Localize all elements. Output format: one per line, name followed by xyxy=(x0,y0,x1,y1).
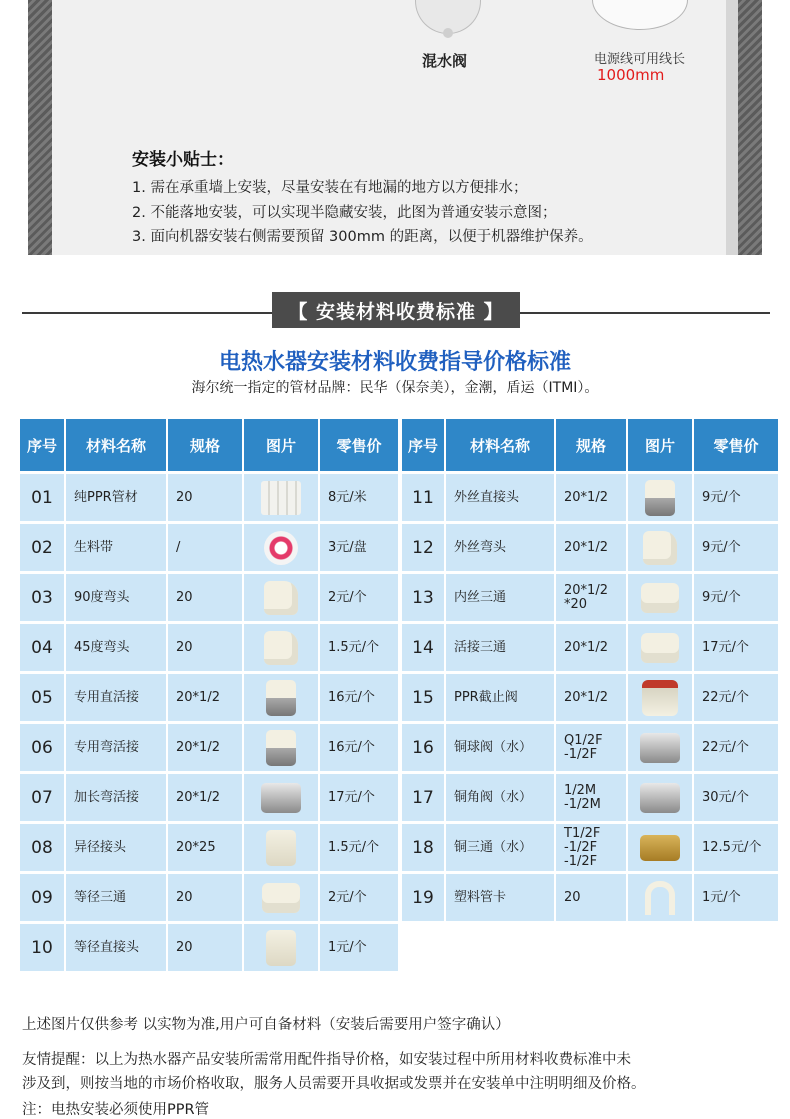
row-no-text: 01 xyxy=(31,487,53,508)
row-name xyxy=(66,924,166,971)
tip-2: 2. 不能落地安装，可以实现半隐藏安装，此图为普通安装示意图； xyxy=(132,205,557,221)
pipe-icon xyxy=(261,481,301,515)
row-no xyxy=(20,924,64,971)
row-no-text: 14 xyxy=(412,637,434,658)
row-name-text: 加长弯活接 xyxy=(74,789,140,805)
row-no xyxy=(402,674,444,721)
row-no xyxy=(20,774,64,821)
row-no-text: 16 xyxy=(412,737,434,758)
row-no-text: 19 xyxy=(412,887,434,908)
row-name-text: 45度弯头 xyxy=(74,639,130,655)
row-no xyxy=(402,574,444,621)
table-row xyxy=(20,924,398,971)
table-row xyxy=(402,674,778,721)
row-name-text: 铜球阀（水） xyxy=(454,739,533,755)
row-no-text: 11 xyxy=(412,487,434,508)
mixer-label: 混水阀 xyxy=(422,52,468,70)
table-row xyxy=(20,574,398,621)
header-spec: 规格 xyxy=(168,419,242,471)
row-name xyxy=(66,774,166,821)
row-name xyxy=(66,674,166,721)
row-price xyxy=(320,574,398,621)
row-price xyxy=(694,574,778,621)
coupling-icon xyxy=(266,930,296,966)
row-no-text: 13 xyxy=(412,587,434,608)
row-price-text: 9元/个 xyxy=(702,539,741,555)
table-row xyxy=(402,574,778,621)
cable-label: 电源线可用线长 xyxy=(594,52,686,67)
row-no-text: 03 xyxy=(31,587,53,608)
table-row xyxy=(20,774,398,821)
row-no-text: 12 xyxy=(412,537,434,558)
row-no xyxy=(402,524,444,571)
row-price xyxy=(320,874,398,921)
row-pic xyxy=(628,524,692,571)
row-price-text: 1.5元/个 xyxy=(328,639,380,655)
row-no xyxy=(20,624,64,671)
row-spec xyxy=(556,824,626,871)
row-spec xyxy=(168,674,242,721)
row-name-text: 等径直接头 xyxy=(74,939,140,955)
row-price xyxy=(320,474,398,521)
table-row xyxy=(402,774,778,821)
row-name xyxy=(446,774,554,821)
row-spec-text: 20*25 xyxy=(176,839,216,855)
row-spec-text: 20 xyxy=(176,589,193,605)
male-elbow-icon xyxy=(643,531,677,565)
row-pic xyxy=(244,924,318,971)
union-icon xyxy=(266,680,296,716)
table-row xyxy=(402,874,778,921)
row-price-text: 30元/个 xyxy=(702,789,749,805)
row-name-text: 塑料管卡 xyxy=(454,889,507,905)
row-no xyxy=(402,624,444,671)
row-no-text: 17 xyxy=(412,787,434,808)
wall-left xyxy=(28,0,52,255)
cable-value: 1000mm xyxy=(597,66,665,84)
row-spec-text: 20 xyxy=(176,489,193,505)
row-no-text: 15 xyxy=(412,687,434,708)
table-row xyxy=(20,524,398,571)
row-price xyxy=(320,674,398,721)
row-pic xyxy=(244,874,318,921)
row-price xyxy=(694,824,778,871)
mixer-stem-icon xyxy=(443,28,453,38)
row-no-text: 07 xyxy=(31,787,53,808)
row-no-text: 09 xyxy=(31,887,53,908)
row-pic xyxy=(628,774,692,821)
row-pic xyxy=(628,574,692,621)
row-no xyxy=(402,474,444,521)
table-body xyxy=(20,474,398,971)
reference-note: 上述图片仅供参考 以实物为准,用户可自备材料（安装后需要用户签字确认） xyxy=(22,1017,510,1033)
row-spec-text: 20*1/2 *20 xyxy=(564,582,608,612)
row-price-text: 17元/个 xyxy=(328,789,375,805)
row-spec-text: 20 xyxy=(176,889,193,905)
row-price xyxy=(694,624,778,671)
row-spec xyxy=(168,774,242,821)
row-pic xyxy=(244,824,318,871)
row-name xyxy=(66,524,166,571)
female-tee-icon xyxy=(641,583,679,613)
row-name xyxy=(446,824,554,871)
row-price-text: 8元/米 xyxy=(328,489,367,505)
elbow-icon xyxy=(264,581,298,615)
tips-title: 安装小贴士： xyxy=(132,150,234,170)
table-row xyxy=(20,474,398,521)
section-header: 【 安装材料收费标准 】 xyxy=(272,292,520,328)
divider-left xyxy=(22,312,272,314)
tee-icon xyxy=(262,883,300,913)
row-name-text: 内丝三通 xyxy=(454,589,507,605)
male-coupling-icon xyxy=(645,480,675,516)
row-spec xyxy=(556,624,626,671)
row-spec-text: 20 xyxy=(564,889,581,905)
brass-tee-icon xyxy=(640,835,680,861)
header-no: 序号 xyxy=(402,419,444,471)
elbow-union-icon xyxy=(266,730,296,766)
ppr-note: 注：电热安装必须使用PPR管 xyxy=(22,1102,210,1118)
row-spec-text: 20*1/2 xyxy=(176,739,220,755)
row-price-text: 9元/个 xyxy=(702,589,741,605)
row-spec xyxy=(556,474,626,521)
divider-right xyxy=(520,312,770,314)
reminder-line-2: 涉及到，则按当地的市场价格收取，服务人员需要开具收据或发票并在安装单中注明明细及价格。 xyxy=(22,1076,646,1092)
row-no-text: 18 xyxy=(412,837,434,858)
row-name xyxy=(66,624,166,671)
row-price-text: 1元/个 xyxy=(328,939,367,955)
reminder-line-1: 友情提醒：以上为热水器产品安装所需常用配件指导价格，如安装过程中所用材料收费标准中未 xyxy=(22,1052,631,1068)
row-no-text: 04 xyxy=(31,637,53,658)
row-pic xyxy=(244,474,318,521)
row-price-text: 1.5元/个 xyxy=(328,839,380,855)
row-price xyxy=(694,524,778,571)
row-price-text: 16元/个 xyxy=(328,689,375,705)
row-spec xyxy=(168,574,242,621)
row-no xyxy=(20,524,64,571)
row-price-text: 9元/个 xyxy=(702,489,741,505)
row-price-text: 2元/个 xyxy=(328,589,367,605)
table-row xyxy=(402,624,778,671)
row-name-text: 等径三通 xyxy=(74,889,127,905)
row-spec xyxy=(556,574,626,621)
header-spec: 规格 xyxy=(556,419,626,471)
header-name: 材料名称 xyxy=(446,419,554,471)
row-spec xyxy=(168,824,242,871)
row-name xyxy=(446,624,554,671)
ball-valve-icon xyxy=(640,733,680,763)
row-price-text: 16元/个 xyxy=(328,739,375,755)
wall-shadow xyxy=(726,0,738,255)
table-row xyxy=(20,824,398,871)
table-row xyxy=(20,724,398,771)
tip-1: 1. 需在承重墙上安装，尽量安装在有地漏的地方以方便排水； xyxy=(132,180,528,196)
row-spec xyxy=(168,524,242,571)
row-spec-text: 1/2M -1/2M xyxy=(564,782,601,812)
row-name xyxy=(66,724,166,771)
table-row xyxy=(402,824,778,871)
header-price: 零售价 xyxy=(694,419,778,471)
header-pic: 图片 xyxy=(628,419,692,471)
row-spec xyxy=(556,724,626,771)
brand-subtitle: 海尔统一指定的管材品牌：民华（保奈美），金潮，盾运（ITMI）。 xyxy=(191,380,599,396)
price-table-right xyxy=(402,419,778,924)
row-spec-text: 20 xyxy=(176,639,193,655)
row-no xyxy=(20,574,64,621)
row-price xyxy=(320,774,398,821)
row-spec-text: 20*1/2 xyxy=(176,789,220,805)
row-spec-text: Q1/2F -1/2F xyxy=(564,732,603,762)
row-price xyxy=(694,474,778,521)
row-name-text: 外丝直接头 xyxy=(454,489,520,505)
row-name-text: 铜三通（水） xyxy=(454,839,533,855)
row-spec xyxy=(556,674,626,721)
row-price-text: 1元/个 xyxy=(702,889,741,905)
row-spec-text: 20*1/2 xyxy=(564,489,608,505)
row-pic xyxy=(244,724,318,771)
row-name-text: 90度弯头 xyxy=(74,589,130,605)
row-spec-text: 20*1/2 xyxy=(564,639,608,655)
row-pic xyxy=(628,624,692,671)
row-spec-text: 20 xyxy=(176,939,193,955)
stop-valve-icon xyxy=(642,680,678,716)
row-price xyxy=(694,674,778,721)
row-pic xyxy=(244,624,318,671)
row-price xyxy=(694,874,778,921)
row-spec-text: / xyxy=(176,539,181,555)
row-name-text: 活接三通 xyxy=(454,639,507,655)
row-price-text: 12.5元/个 xyxy=(702,839,762,855)
row-name xyxy=(446,874,554,921)
row-price xyxy=(320,624,398,671)
row-name-text: 铜角阀（水） xyxy=(454,789,533,805)
row-spec xyxy=(168,924,242,971)
row-name-text: 生料带 xyxy=(74,539,114,555)
row-pic xyxy=(628,824,692,871)
row-spec-text: 20*1/2 xyxy=(564,689,608,705)
union-tee-icon xyxy=(641,633,679,663)
row-price xyxy=(320,924,398,971)
row-name xyxy=(446,674,554,721)
row-no-text: 05 xyxy=(31,687,53,708)
row-spec-text: T1/2F -1/2F -1/2F xyxy=(564,825,601,869)
row-name xyxy=(66,574,166,621)
tape-icon xyxy=(264,531,298,565)
price-table-left xyxy=(20,419,398,974)
row-no xyxy=(20,824,64,871)
elbow-icon xyxy=(264,631,298,665)
header-pic: 图片 xyxy=(244,419,318,471)
row-price-text: 3元/盘 xyxy=(328,539,367,555)
row-no xyxy=(402,774,444,821)
table-row xyxy=(402,474,778,521)
row-no xyxy=(20,874,64,921)
row-name-text: 专用直活接 xyxy=(74,689,140,705)
pipe-clip-icon xyxy=(645,881,675,915)
installation-diagram xyxy=(0,0,790,262)
row-price xyxy=(320,524,398,571)
row-name xyxy=(446,724,554,771)
table-header xyxy=(20,419,398,471)
row-name xyxy=(446,474,554,521)
row-spec-text: 20*1/2 xyxy=(176,689,220,705)
row-name xyxy=(446,524,554,571)
row-no-text: 06 xyxy=(31,737,53,758)
row-price xyxy=(320,824,398,871)
table-row xyxy=(20,624,398,671)
row-price-text: 22元/个 xyxy=(702,689,749,705)
row-pic xyxy=(244,574,318,621)
header-no: 序号 xyxy=(20,419,64,471)
row-no-text: 10 xyxy=(31,937,53,958)
table-row xyxy=(20,674,398,721)
row-name xyxy=(446,574,554,621)
reducer-icon xyxy=(266,830,296,866)
row-spec xyxy=(168,624,242,671)
row-no xyxy=(20,674,64,721)
row-no xyxy=(402,874,444,921)
row-name-text: 专用弯活接 xyxy=(74,739,140,755)
row-pic xyxy=(628,724,692,771)
row-no xyxy=(20,724,64,771)
row-spec xyxy=(556,874,626,921)
table-header xyxy=(402,419,778,471)
header-name: 材料名称 xyxy=(66,419,166,471)
row-pic xyxy=(628,474,692,521)
row-pic xyxy=(244,524,318,571)
row-name xyxy=(66,474,166,521)
row-spec xyxy=(556,524,626,571)
table-row xyxy=(402,524,778,571)
tip-3: 3. 面向机器安装右侧需要预留 300mm 的距离，以便于机器维护保养。 xyxy=(132,229,593,245)
row-spec xyxy=(168,724,242,771)
row-price-text: 22元/个 xyxy=(702,739,749,755)
row-name xyxy=(66,824,166,871)
row-name-text: 纯PPR管材 xyxy=(74,489,138,505)
row-price-text: 17元/个 xyxy=(702,639,749,655)
table-row xyxy=(20,874,398,921)
wall-right xyxy=(738,0,762,255)
row-spec xyxy=(168,474,242,521)
table-row xyxy=(402,724,778,771)
row-spec-text: 20*1/2 xyxy=(564,539,608,555)
row-pic xyxy=(244,674,318,721)
long-union-icon xyxy=(261,783,301,813)
row-name xyxy=(66,874,166,921)
angle-valve-icon xyxy=(640,783,680,813)
row-price xyxy=(320,724,398,771)
row-price xyxy=(694,774,778,821)
header-price: 零售价 xyxy=(320,419,398,471)
row-no xyxy=(402,824,444,871)
row-name-text: 外丝弯头 xyxy=(454,539,507,555)
row-name-text: 异径接头 xyxy=(74,839,127,855)
row-pic xyxy=(628,674,692,721)
row-price-text: 2元/个 xyxy=(328,889,367,905)
table-body xyxy=(402,474,778,921)
row-no xyxy=(402,724,444,771)
row-spec xyxy=(556,774,626,821)
page-title: 电热水器安装材料收费指导价格标准 xyxy=(218,350,571,375)
row-no xyxy=(20,474,64,521)
row-price xyxy=(694,724,778,771)
row-name-text: PPR截止阀 xyxy=(454,689,518,705)
row-spec xyxy=(168,874,242,921)
row-no-text: 02 xyxy=(31,537,53,558)
row-no-text: 08 xyxy=(31,837,53,858)
row-pic xyxy=(628,874,692,921)
row-pic xyxy=(244,774,318,821)
